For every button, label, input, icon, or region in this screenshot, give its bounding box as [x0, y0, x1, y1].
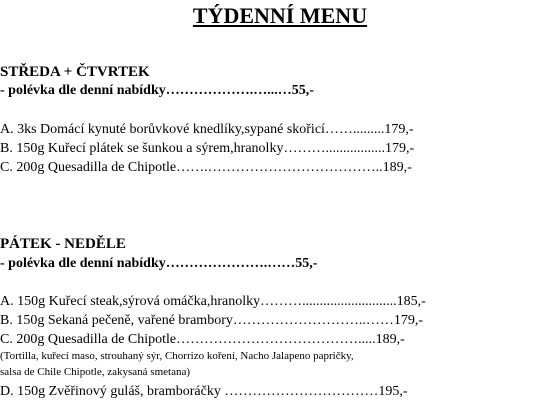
section-heading-fri-sun: PÁTEK - NEDĚLE [0, 236, 126, 252]
menu-item-wed-thu-c: C. 200g Quesadilla de Chipotle…….………………………………..189,- [0, 160, 412, 175]
menu-item-fri-sun-d: D. 150g Zvěřinový guláš, bramboráčky ……………………………195,- [0, 384, 408, 399]
menu-title: TÝDENNÍ MENU [192, 3, 368, 28]
menu-item-fri-sun-c: C. 200g Quesadilla de Chipotle………………………………….....189,- [0, 332, 405, 347]
menu-item-fri-sun-b: B. 150g Sekaná pečeně, vařené brambory………………………..……179,- [0, 313, 424, 328]
soup-line-fri-sun: - polévka dle denní nabídky………………….……55,- [0, 256, 318, 271]
item-c-note-line-2: salsa de Chile Chipotle, zakysaná smetana) [0, 366, 190, 378]
soup-line-wed-thu: - polévka dle denní nabídky……………….…...…55,- [0, 83, 314, 98]
menu-item-wed-thu-b: B. 150g Kuřecí plátek se šunkou a sýrem,hranolky……….................179,- [0, 141, 415, 156]
menu-item-fri-sun-a: A. 150g Kuřecí steak,sýrová omáčka,hranolky………...........................185,- [0, 294, 426, 309]
item-c-note-line-1: (Tortilla, kuřecí maso, strouhaný sýr, Chorrizo koření, Nacho Jalapeno papričky, [0, 350, 354, 362]
section-heading-wed-thu: STŘEDA + ČTVRTEK [0, 64, 150, 80]
menu-item-wed-thu-a: A. 3ks Domácí kynuté borůvkové knedlíky,sypané skořicí…….........179,- [0, 122, 414, 137]
